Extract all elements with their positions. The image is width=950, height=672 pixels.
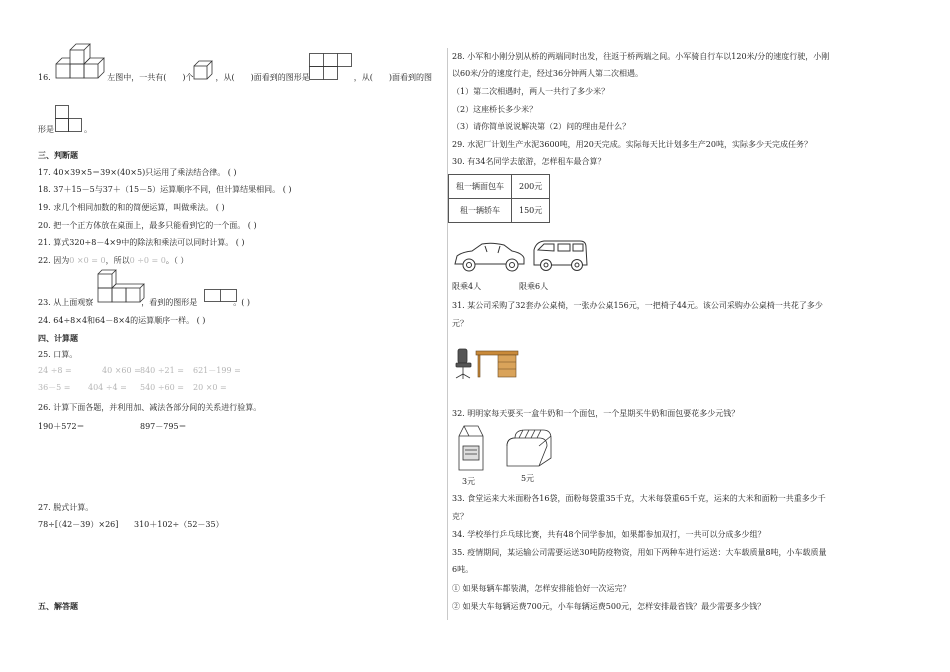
q19: 19. 求几个相同加数的和的简便运算，叫做乘法。 ( ) — [38, 203, 225, 212]
q35-line1: 35. 疫情期间，某运输公司需要运送30吨防疫物资，用如下两种车进行运送：大车载质量8吨，小车载质量 — [452, 548, 827, 557]
q34: 34. 学校举行乒乓球比赛，共有48个同学参加，如果都参加双打，一共可以分成多少组？ — [452, 530, 766, 539]
rental-price-table — [448, 174, 550, 223]
oral-calc-4: 621－199 = — [193, 366, 241, 375]
q33-line1: 33. 食堂运来大米面粉各16袋，面粉每袋重35千克，大米每袋重65千克，运来的大米和面粉一共重多少千 — [452, 494, 826, 503]
oral-calc-6: 404 ÷4 = — [88, 383, 127, 392]
car-capacity-label-1: 限乘4人 — [452, 282, 482, 291]
section-5-heading: 五、解答题 — [38, 602, 78, 611]
oral-calc-5: 36－5 = — [38, 383, 71, 392]
section-3-heading: 三、判断题 — [38, 151, 78, 160]
q28-sub1: （1）第二次相遇时，两人一共行了多少米？ — [452, 87, 610, 96]
q17: 17. 40×39×5＝39×(40×5)只运用了乘法结合律。 ( ) — [38, 168, 237, 177]
section-4-heading: 四、计算题 — [38, 334, 78, 343]
q16-line1: 16. 左图中，一共有( )个 ，从( )面看到的图形是 ，从( )面看到的图 — [38, 73, 433, 82]
sedan-car-icon — [452, 240, 526, 274]
q29: 29. 水泥厂计划生产水泥3600吨，用20天完成。实际每天比计划多生产20吨，实际多少天完成任务？ — [452, 140, 812, 149]
q35-sub2: ② 如果大车每辆运费700元，小车每辆运费500元，怎样安排最省钱？最少需要多少钱？ — [452, 602, 766, 611]
q35-sub1: ① 如果每辆车都装满，怎样安排能恰好一次运完？ — [452, 584, 631, 593]
q35-line2: 6吨。 — [452, 565, 474, 574]
view-shape-3x2 — [309, 53, 353, 81]
q28-sub3: （3）请你简单说说解决第（2）问的理由是什么？ — [452, 122, 631, 131]
q31-line2: 元？ — [452, 319, 468, 328]
column-divider — [447, 48, 448, 620]
q27-item-2: 310＋102÷（52－35） — [134, 520, 224, 529]
office-desk-chair-icon — [454, 343, 520, 381]
q33-line2: 克？ — [452, 512, 468, 521]
q27-title: 27. 脱式计算。 — [38, 503, 94, 512]
q27-item-1: 78÷[（42－39）×26] — [38, 520, 119, 529]
single-cube-icon — [193, 60, 213, 80]
q28-sub2: （2）这座桥长多少米？ — [452, 105, 538, 114]
q32: 32. 明明家每天要买一盒牛奶和一个面包，一个星期买牛奶和面包要花多少元钱？ — [452, 409, 740, 418]
oral-calc-7: 540 ÷60 = — [140, 383, 184, 392]
q23: 23. 从上面观察 ，看到的图形是 。( ) — [38, 298, 251, 307]
view-shape-l — [55, 105, 85, 133]
q21: 21. 算式320÷8－4×9中的除法和乘法可以同时计算。 ( ) — [38, 238, 245, 247]
milk-price: 3元 — [462, 477, 476, 486]
oral-calc-8: 20 ×0 = — [193, 383, 227, 392]
oral-calc-3: 840 ÷21 = — [140, 366, 184, 375]
q18: 18. 37＋15－5与37＋（15－5）运算顺序不同，但计算结果相同。 ( ) — [38, 185, 292, 194]
oral-calc-1: 24 ÷8 = — [38, 366, 72, 375]
q26-item-2: 897－795＝ — [140, 422, 187, 431]
q26-item-1: 190＋572＝ — [38, 422, 85, 431]
table-row — [449, 175, 550, 199]
q30: 30. 有34名同学去旅游，怎样租车最合算？ — [452, 157, 606, 166]
q16-line2: 形是 。 — [38, 125, 92, 134]
q20: 20. 把一个正方体放在桌面上，最多只能看到它的一个面。 ( ) — [38, 221, 257, 230]
table-row — [449, 199, 550, 223]
q31-line1: 31. 某公司采购了32套办公桌椅，一张办公桌156元，一把椅子44元。该公司采购办公桌椅一共花了多少 — [452, 301, 823, 310]
q25-title: 25. 口算。 — [38, 350, 78, 359]
q28-line2: 以60米/分的速度行走，经过36分钟两人第二次相遇。 — [452, 69, 644, 78]
car-capacity-label-2: 限乘6人 — [519, 282, 549, 291]
table-cell: 200元 — [512, 175, 550, 199]
table-cell: 租一辆轿车 — [449, 199, 512, 223]
bread-price: 5元 — [521, 474, 535, 483]
table-cell: 150元 — [512, 199, 550, 223]
q24: 24. 64÷8×4和64－8×4的运算顺序一样。 ( ) — [38, 316, 206, 325]
oral-calc-2: 40 ×60 = — [102, 366, 141, 375]
bread-loaf-icon — [501, 428, 553, 468]
q22: 22. 因为0 ×0 = 0，所以0 ÷0 = 0。（ ） — [38, 256, 189, 265]
q26-title: 26. 计算下面各题，并利用加、减法各部分间的关系进行验算。 — [38, 403, 262, 412]
van-icon — [530, 238, 590, 274]
milk-carton-icon — [455, 424, 485, 472]
table-cell: 租一辆面包车 — [449, 175, 512, 199]
q28-line1: 28. 小军和小刚分别从桥的两端同时出发，往返于桥两端之间。小军骑自行车以120米/分的速度行驶，小刚 — [452, 52, 830, 61]
